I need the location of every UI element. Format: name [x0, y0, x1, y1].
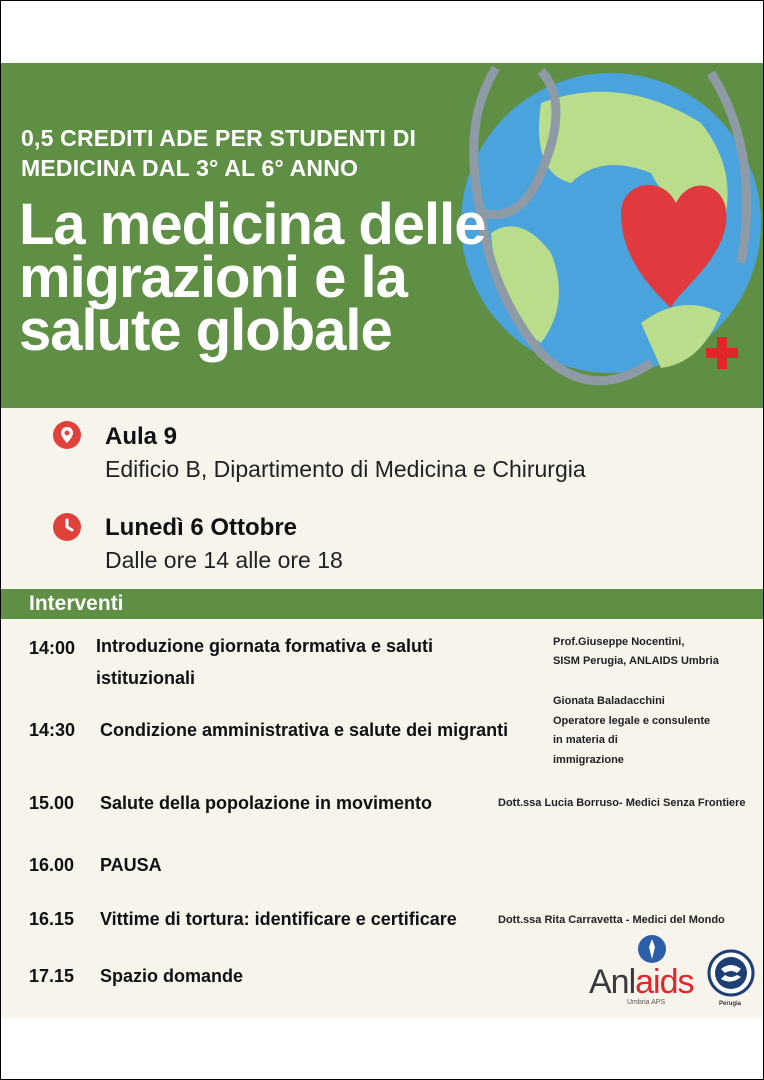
map-pin-icon	[53, 421, 81, 449]
speaker-line: Gionata Baladacchini	[553, 695, 665, 707]
program-talk: Spazio domande	[100, 966, 244, 986]
poster-header	[1, 63, 763, 408]
event-title	[19, 192, 579, 363]
title-line-1: La medicina delle	[19, 192, 486, 257]
credits-notice	[21, 123, 481, 183]
clock-icon	[53, 513, 81, 541]
anlaids-suffix: aids	[635, 963, 694, 1001]
program-talk: Condizione amministrativa e salute dei migranti	[100, 720, 509, 740]
program-time: 14:30	[29, 720, 76, 740]
speaker-line: immigrazione	[553, 753, 624, 766]
program-time: 15.00	[29, 793, 75, 813]
date-subtitle: Dalle ore 14 alle ore 18	[105, 547, 343, 573]
credits-line-1: 0,5 CREDITI ADE PER STUDENTI DI	[21, 125, 417, 151]
title-line-2: migrazioni e la	[19, 245, 407, 310]
program-speaker: Dott.ssa Rita Carravetta - Medici del Mondo	[498, 914, 725, 926]
speaker-line: SISM Perugia, ANLAIDS Umbria	[553, 655, 719, 667]
program-speaker: Dott.ssa Lucia Borruso- Medici Senza Frontiere	[498, 797, 746, 809]
location-subtitle: Edificio B, Dipartimento di Medicina e Chirurgia	[105, 456, 586, 482]
program-time: 16.00	[29, 855, 75, 875]
credits-line-2: MEDICINA DAL 3° AL 6° ANNO	[21, 155, 359, 181]
program-talk: Salute della popolazione in movimento	[100, 793, 433, 813]
date-title: Lunedì 6 Ottobre	[105, 514, 297, 541]
location-title: Aula 9	[105, 423, 178, 450]
program-time: 17.15	[29, 966, 75, 986]
event-info	[1, 408, 763, 588]
speaker-line: in materia di	[553, 734, 618, 746]
talk-line: istituzionali	[96, 668, 195, 688]
speaker-line: Operatore legale e consulente	[553, 714, 711, 727]
section-bar	[1, 589, 763, 619]
sism-logo-icon	[707, 949, 755, 997]
anlaids-subtitle: Umbria APS	[627, 999, 666, 1006]
program-talk: Vittime di tortura: identificare e certificare	[100, 909, 457, 929]
anlaids-logo	[589, 963, 694, 1002]
program-time: 16.15	[29, 909, 75, 929]
anlaids-emblem-icon	[637, 933, 667, 965]
anlaids-prefix: Anl	[589, 963, 636, 1001]
program-talk: PAUSA	[100, 855, 162, 875]
event-poster	[1, 63, 763, 1018]
sism-label: Perugia	[719, 1001, 742, 1007]
speaker-line: Prof.Giuseppe Nocentini,	[553, 636, 685, 648]
program-talk	[96, 630, 433, 694]
section-title: Interventi	[29, 592, 124, 615]
talk-line: Introduzione giornata formativa e saluti	[96, 636, 434, 656]
title-line-3: salute globale	[19, 298, 392, 363]
program-speaker	[553, 633, 719, 671]
program-speaker	[553, 692, 710, 770]
program-time: 14:00	[29, 638, 76, 658]
